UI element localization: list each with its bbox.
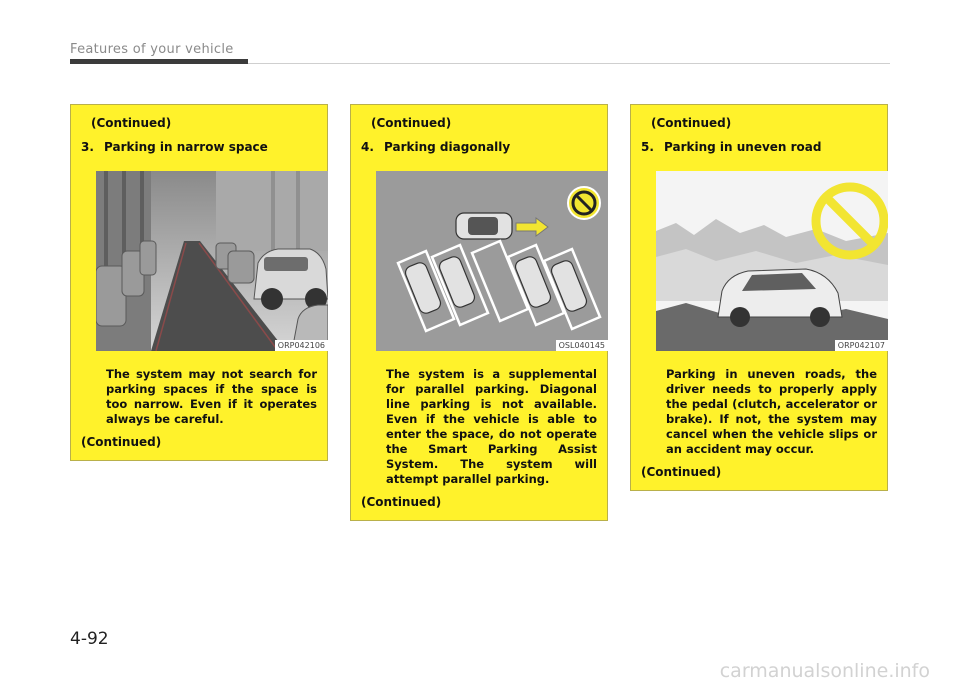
page-number: 4-92 bbox=[70, 629, 109, 649]
illustration-narrow-space bbox=[96, 171, 328, 351]
item-number: 3. bbox=[81, 140, 94, 154]
continued-label-bottom: (Continued) bbox=[361, 495, 442, 509]
prohibition-sign-icon bbox=[568, 187, 600, 219]
item-title: Parking in uneven road bbox=[664, 140, 822, 154]
continued-label-top: (Continued) bbox=[651, 116, 732, 130]
section-title: Features of your vehicle bbox=[70, 42, 234, 57]
uneven-road-drawing bbox=[656, 171, 888, 351]
item-heading bbox=[361, 140, 597, 155]
illustration-diagonal-parking bbox=[376, 171, 608, 351]
item-heading bbox=[81, 140, 317, 155]
caution-panel-diagonal-parking bbox=[350, 104, 608, 521]
moving-car bbox=[456, 213, 512, 239]
panel-body-text: Parking in uneven roads, the driver needs to properly apply the pedal (clutch, accelerator or brake). If not, the system may cancel when the vehicle slips or an accident may occur. bbox=[666, 367, 877, 456]
image-code: OSL040145 bbox=[556, 340, 608, 351]
item-title: Parking diagonally bbox=[384, 140, 511, 154]
continued-label-bottom: (Continued) bbox=[81, 435, 162, 449]
header-accent-bar bbox=[70, 59, 248, 64]
image-code: ORP042107 bbox=[835, 340, 888, 351]
item-heading bbox=[641, 140, 877, 155]
caution-panel-narrow-space bbox=[70, 104, 328, 461]
item-number: 5. bbox=[641, 140, 654, 154]
caution-panel-uneven-road bbox=[630, 104, 888, 491]
item-title: Parking in narrow space bbox=[104, 140, 268, 154]
continued-label-top: (Continued) bbox=[371, 116, 452, 130]
illustration-uneven-road bbox=[656, 171, 888, 351]
watermark: carmanualsonline.info bbox=[719, 660, 930, 682]
panel-body-text: The system is a supplemental for parallel parking. Diagonal line parking is not available. Even if the vehicle is able to enter the space, do not operate the Smart Parking Assist System. The system will attempt parallel parking. bbox=[386, 367, 597, 486]
continued-label-top: (Continued) bbox=[91, 116, 172, 130]
continued-label-bottom: (Continued) bbox=[641, 465, 722, 479]
panel-body-text: The system may not search for parking spaces if the space is too narrow. Even if it operates always be careful. bbox=[106, 367, 317, 426]
diagonal-parking-drawing bbox=[376, 171, 608, 351]
item-number: 4. bbox=[361, 140, 374, 154]
narrow-space-drawing bbox=[96, 171, 328, 351]
image-code: ORP042106 bbox=[275, 340, 328, 351]
header-divider bbox=[248, 63, 890, 64]
